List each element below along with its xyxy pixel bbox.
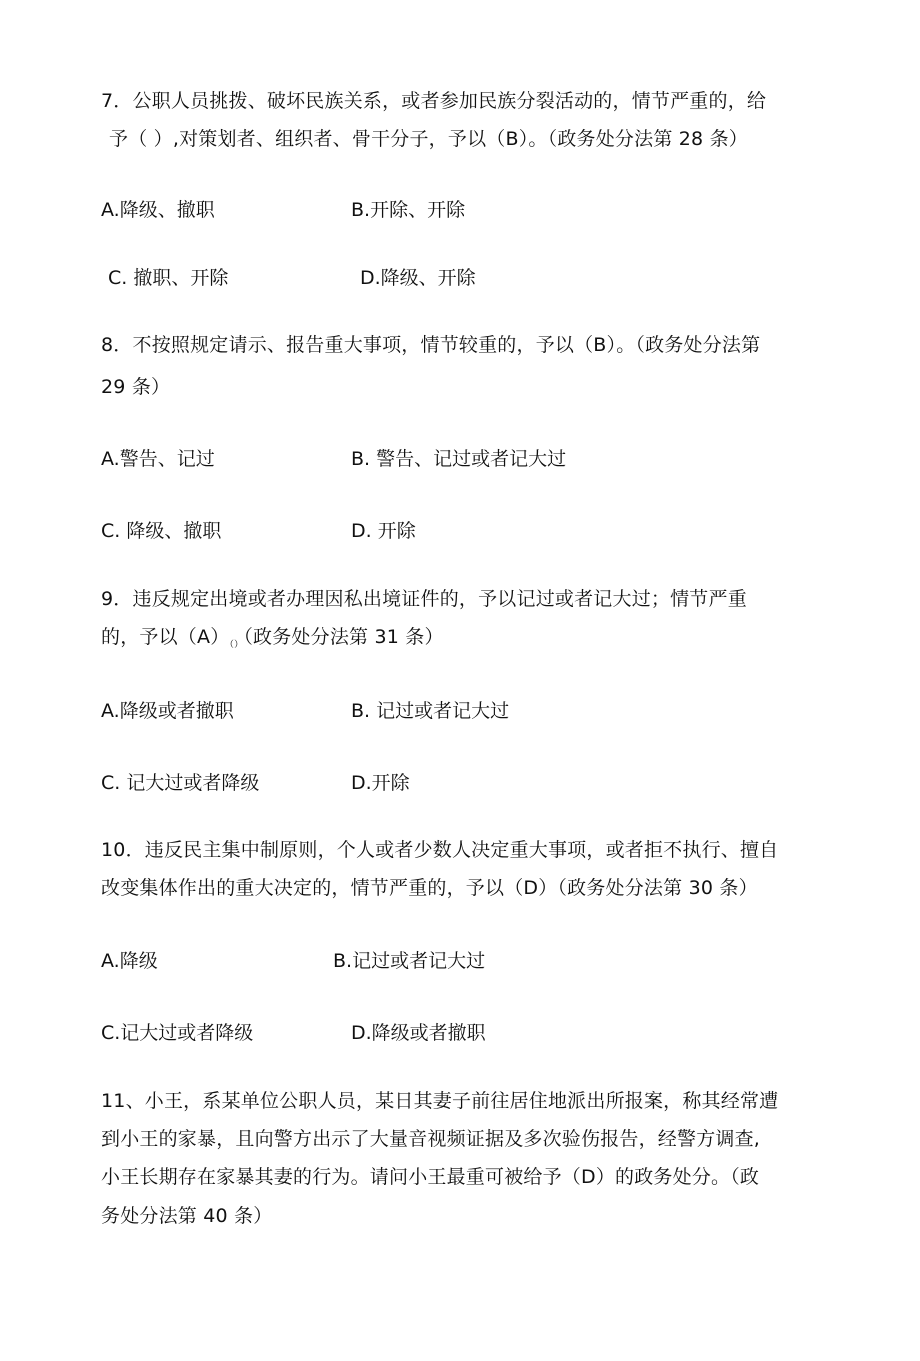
question-8-line-2: 29 条）: [101, 376, 171, 398]
question-10-option-c: C.记大过或者降级: [101, 1022, 254, 1044]
question-9-small-parens: （）: [229, 640, 244, 650]
question-10-line-1: 10．违反民主集中制原则，个人或者少数人决定重大事项，或者拒不执行、擅自: [101, 839, 779, 861]
question-10-line-2: 改变集体作出的重大决定的，情节严重的，予以（D）（政务处分法第 30 条）: [101, 877, 758, 899]
question-7-option-c: C. 撤职、开除: [108, 267, 229, 289]
question-9-line-1: 9．违反规定出境或者办理因私出境证件的，予以记过或者记大过；情节严重: [101, 588, 747, 610]
question-7-line-1: 7．公职人员挑拨、破坏民族关系，或者参加民族分裂活动的，情节严重的，给: [101, 90, 767, 112]
question-10-option-b: B.记过或者记大过: [333, 950, 486, 972]
question-8-option-b: B. 警告、记过或者记大过: [351, 448, 567, 470]
question-9-option-b: B. 记过或者记大过: [351, 700, 510, 722]
question-7-option-b: B.开除、开除: [351, 199, 466, 221]
question-10-option-d: D.降级或者撤职: [351, 1022, 486, 1044]
question-10-option-a: A.降级: [101, 950, 158, 972]
question-9-line-2-source: （政务处分法第 31 条）: [243, 626, 444, 648]
question-9-option-c: C. 记大过或者降级: [101, 772, 260, 794]
question-9-line-2-text: 的，予以（A）: [101, 626, 230, 648]
question-7-option-d: D.降级、开除: [360, 267, 476, 289]
question-8-line-1: 8．不按照规定请示、报告重大事项，情节较重的，予以（B）。（政务处分法第: [101, 334, 761, 356]
question-8-option-c: C. 降级、撤职: [101, 520, 222, 542]
question-8-option-a: A.警告、记过: [101, 448, 215, 470]
question-11-line-4: 务处分法第 40 条）: [101, 1205, 273, 1227]
question-11-line-3: 小王长期存在家暴其妻的行为。请问小王最重可被给予（D）的政务处分。（政: [101, 1166, 760, 1188]
question-7-option-a: A.降级、撤职: [101, 199, 215, 221]
question-9-option-a: A.降级或者撤职: [101, 700, 234, 722]
question-9-line-2: [101, 625, 444, 657]
question-11-line-2: 到小王的家暴，且向警方出示了大量音视频证据及多次验伤报告，经警方调查,: [101, 1128, 761, 1150]
question-7-line-2: 予（ ）,对策划者、组织者、骨干分子，予以（B）。（政务处分法第 28 条）: [109, 128, 748, 150]
question-9-option-d: D.开除: [351, 772, 410, 794]
question-8-option-d: D. 开除: [351, 520, 416, 542]
question-11-line-1: 11、小王，系某单位公职人员，某日其妻子前往居住地派出所报案，称其经常遭: [101, 1090, 779, 1112]
